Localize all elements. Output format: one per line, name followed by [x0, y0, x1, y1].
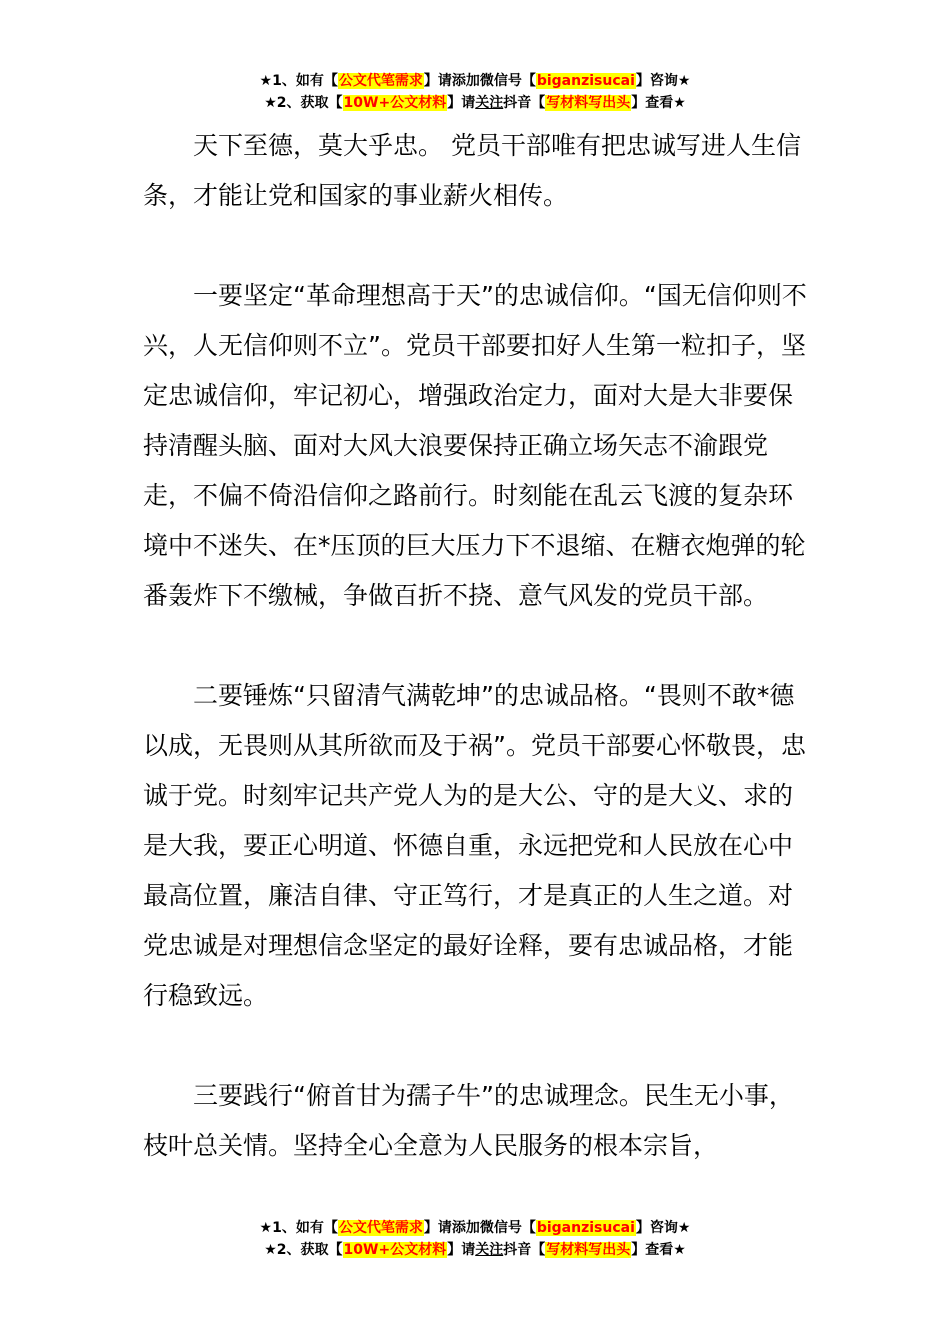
- paragraph-3: 三要践行“俯首甘为孺子牛”的忠诚理念。民生无小事，枝叶总关情。坚持全心全意为人民服务的根本宗旨，: [143, 1081, 794, 1160]
- footer-line-1: ★1、如有【公文代笔需求】请添加微信号【biganzisucai】咨询★: [259, 1220, 691, 1236]
- header-banner: [0, 70, 950, 114]
- paragraph-gap: [143, 221, 811, 271]
- star-icon: ★: [264, 95, 277, 111]
- paragraph-1: 一要坚定“革命理想高于天”的忠诚信仰。“国无信仰则不兴，人无信仰则不立”。党员干部要扣好人生第一粒扣子，坚定忠诚信仰，牢记初心，增强政治定力，面对大是大非要保持清醒头脑、面对大风大浪要保持正确立场矢志不渝跟党走，不偏不倚沿信仰之路前行。时刻能在乱云飞渡的复杂环境中不迷失、在*压顶的巨大压力下不退缩、在糖衣炮弹的轮番轰炸下不缴械，争做百折不挠、意气风发的党员干部。: [143, 281, 807, 610]
- star-icon: ★: [259, 73, 273, 89]
- header-line-2: ★2、获取【10W+公文材料】请关注抖音【写材料写出头】查看★: [264, 95, 686, 111]
- header-line-1: ★1、如有【公文代笔需求】请添加微信号【biganzisucai】咨询★: [259, 73, 691, 89]
- highlight-douyin-account: 写材料写出头: [546, 95, 631, 111]
- highlight-service: 公文代笔需求: [338, 1220, 423, 1236]
- highlight-wechat-id: biganzisucai: [536, 1220, 635, 1236]
- highlight-materials: 10W+公文材料: [343, 95, 447, 111]
- paragraph-intro: 天下至德，莫大乎忠。 党员干部唯有把忠诚写进人生信条，才能让党和国家的事业薪火相传。: [143, 131, 801, 210]
- paragraph-gap: [143, 1021, 811, 1071]
- star-icon: ★: [264, 1242, 277, 1258]
- footer-line-2: ★2、获取【10W+公文材料】请关注抖音【写材料写出头】查看★: [264, 1242, 686, 1258]
- highlight-douyin-account: 写材料写出头: [546, 1242, 631, 1258]
- highlight-materials: 10W+公文材料: [343, 1242, 447, 1258]
- highlight-service: 公文代笔需求: [338, 73, 423, 89]
- paragraph-gap: [143, 621, 811, 671]
- star-icon: ★: [259, 1220, 273, 1236]
- footer-banner: [0, 1217, 950, 1261]
- document-body: [143, 121, 811, 1171]
- paragraph-2: 二要锤炼“只留清气满乾坤”的忠诚品格。“畏则不敢*德以成，无畏则从其所欲而及于祸”。党员干部要心怀敬畏，忠诚于党。时刻牢记共产党人为的是大公、守的是大义、求的是大我，要正心明道、怀德自重，永远把党和人民放在心中最高位置，廉洁自律、守正笃行，才是真正的人生之道。对党忠诚是对理想信念坚定的最好诠释，要有忠诚品格，才能行稳致远。: [143, 681, 806, 1010]
- highlight-wechat-id: biganzisucai: [536, 73, 635, 89]
